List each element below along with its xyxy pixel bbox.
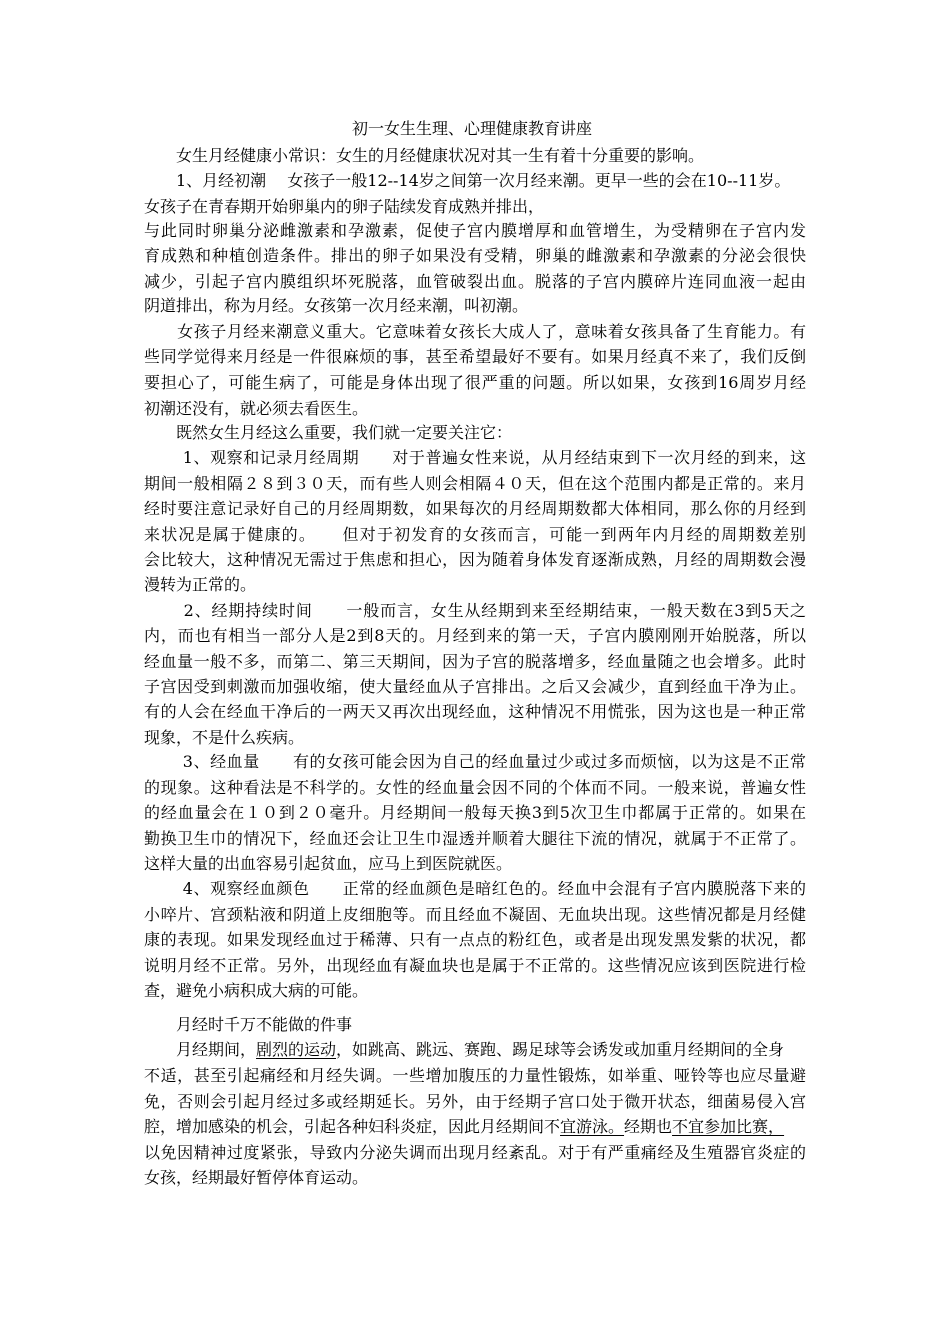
paragraph-line: 漫转为正常的。 <box>144 575 257 594</box>
paragraph-line: 现象，不是什么疾病。 <box>144 728 305 747</box>
paragraph-line: 女孩，经期最好暂停体育运动。 <box>144 1168 369 1187</box>
paragraph-line: 的现象。这种看法是不科学的。女性的经血量会因不同的个体而不同。一般来说，普遍女性 <box>144 778 806 797</box>
paragraph-line: 初潮还没有，就必须去看医生。 <box>144 399 369 418</box>
paragraph-line: 既然女生月经这么重要，我们就一定要关注它： <box>144 423 513 442</box>
paragraph-line <box>144 1117 784 1137</box>
paragraph-line: 经血量一般不多，而第二、第三天期间，因为子宫的脱落增多，经血量随之也会增多。此时 <box>144 652 806 671</box>
paragraph-line: 来状况是属于健康的。 但对于初发育的女孩而言，可能一到两年内月经的周期数差别 <box>144 525 806 544</box>
paragraph-line: 内，而也有相当一部分人是2到8天的。月经到来的第一天，子宫内膜刚刚开始脱落，所以 <box>144 626 806 645</box>
paragraph-line: 查，避免小病积成大病的可能。 <box>144 981 369 1000</box>
paragraph-line: 会比较大，这种情况无需过于焦虑和担心，因为随着身体发育逐渐成熟，月经的周期数会漫 <box>144 550 806 569</box>
paragraph-line: 要担心了，可能生病了，可能是身体出现了很严重的问题。所以如果，女孩到16周岁月经 <box>144 373 806 392</box>
paragraph-line: 女孩子在青春期开始卵巢内的卵子陆续发育成熟并排出， <box>144 197 545 216</box>
paragraph-line: 小啐片、宫颈粘液和阴道上皮细胞等。而且经血不凝固、无血块出现。这些情况都是月经健 <box>144 905 806 924</box>
paragraph-line: 的经血量会在１０到２０毫升。月经期间一般每天换3到5次卫生巾都属于正常的。如果在 <box>144 803 806 822</box>
paragraph-line: 勤换卫生巾的情况下，经血还会让卫生巾湿透并顺着大腿往下流的情况，就属于不正常了。 <box>144 829 806 848</box>
document-title: 初一女生生理、心理健康教育讲座 <box>352 119 593 138</box>
paragraph-line: 有的人会在经血干净后的一两天又再次出现经血，这种情况不用慌张，因为这也是一种正常 <box>144 702 806 721</box>
paragraph-line: 2、经期持续时间 一般而言，女生从经期到来至经期结束，一般天数在3到5天之 <box>144 601 806 620</box>
paragraph-line: 女生月经健康小常识：女生的月经健康状况对其一生有着十分重要的影响。 <box>144 146 705 165</box>
paragraph-line: 3、经血量 有的女孩可能会因为自己的经血量过少或过多而烦恼，以为这是不正常 <box>144 752 806 771</box>
paragraph-line: 1、月经初潮 女孩子一般12--14岁之间第一次月经来潮。更早一些的会在10--11岁。 <box>144 171 791 190</box>
paragraph-line: 这样大量的出血容易引起贫血，应马上到医院就医。 <box>144 854 513 873</box>
underlined-text: 宜游泳。 <box>560 1117 625 1136</box>
text-run: 腔，增加感染的机会，引起各种妇科炎症，因此月经期间不 <box>144 1117 561 1136</box>
paragraph-line: 子宫因受到刺激而加强收缩，使大量经血从子宫排出。之后又会减少，直到经血干净为止。 <box>144 677 806 696</box>
underlined-text: 不宜参加比赛， <box>672 1117 785 1136</box>
paragraph-line: 减少，引起子宫内膜组织坏死脱落，血管破裂出血。脱落的子宫内膜碎片连同血液一起由 <box>144 272 806 291</box>
text-run: ，如跳高、跳远、赛跑、踢足球等会诱发或加重月经期间的全身 <box>336 1040 785 1059</box>
paragraph-line: 女孩子月经来潮意义重大。它意味着女孩长大成人了，意味着女孩具备了生育能力。有 <box>144 322 806 341</box>
paragraph-line: 4、观察经血颜色 正常的经血颜色是暗红色的。经血中会混有子宫内膜脱落下来的 <box>144 879 806 898</box>
paragraph-line: 与此同时卵巢分泌雌激素和孕激素，促使子宫内膜增厚和血管增生，为受精卵在子宫内发 <box>144 221 806 240</box>
section-heading: 月经时千万不能做的件事 <box>144 1015 353 1034</box>
paragraph-line: 育成熟和种植创造条件。排出的卵子如果没有受精，卵巢的雌激素和孕激素的分泌会很快 <box>144 246 806 265</box>
paragraph-line: 说明月经不正常。另外，出现经血有凝血块也是属于不正常的。这些情况应该到医院进行检 <box>144 956 806 975</box>
paragraph-line: 期间一般相隔２８到３０天，而有些人则会相隔４０天，但在这个范围内都是正常的。来月 <box>144 474 806 493</box>
text-run: 月经期间， <box>144 1040 257 1059</box>
underlined-text: 剧烈的运动 <box>256 1040 337 1059</box>
paragraph-line: 康的表现。如果发现经血过于稀薄、只有一点点的粉红色，或者是出现发黑发紫的状况，都 <box>144 930 806 949</box>
paragraph-line: 1、观察和记录月经周期 对于普遍女性来说，从月经结束到下一次月经的到来，这 <box>144 448 806 467</box>
paragraph-line <box>144 1040 784 1060</box>
paragraph-line: 以免因精神过度紧张，导致内分泌失调而出现月经紊乱。对于有严重痛经及生殖器官炎症的 <box>144 1143 806 1162</box>
text-run: 经期也 <box>624 1117 673 1136</box>
paragraph-line: 些同学觉得来月经是一件很麻烦的事，甚至希望最好不要有。如果月经真不来了，我们反倒 <box>144 347 806 366</box>
paragraph-line: 经时要注意记录好自己的月经周期数，如果每次的月经周期数都大体相同，那么你的月经到 <box>144 499 806 518</box>
paragraph-line: 不适，甚至引起痛经和月经失调。一些增加腹压的力量性锻炼，如举重、哑铃等也应尽量避 <box>144 1066 806 1085</box>
paragraph-line: 免，否则会引起月经过多或经期延长。另外，由于经期子宫口处于微开状态，细菌易侵入宫 <box>144 1092 806 1111</box>
paragraph-line: 阴道排出，称为月经。女孩第一次月经来潮，叫初潮。 <box>144 296 529 315</box>
